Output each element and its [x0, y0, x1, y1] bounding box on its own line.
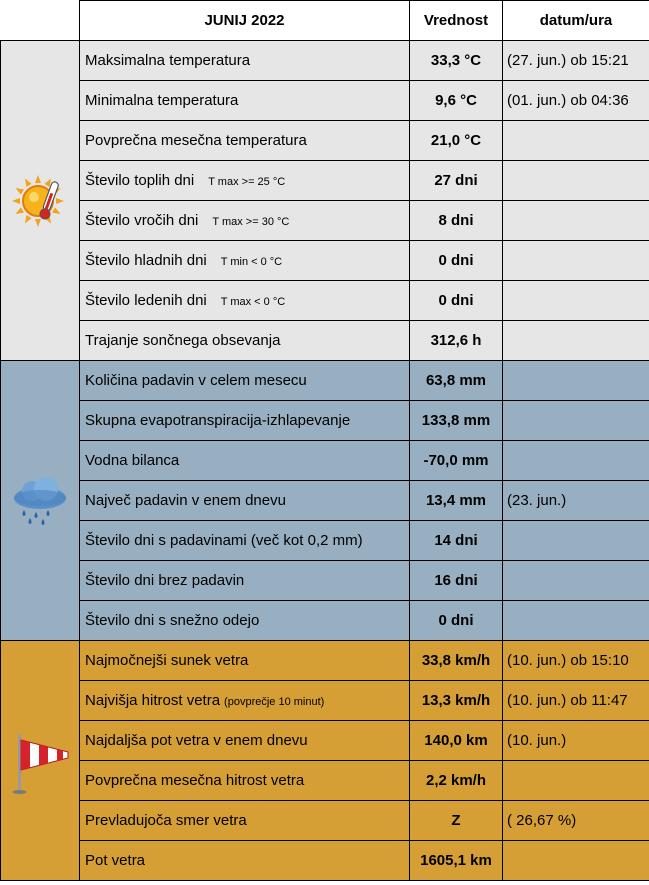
table-row [1, 841, 649, 881]
row-value: 27 dni [410, 161, 503, 201]
row-label-cell [80, 241, 410, 281]
table-row [1, 121, 649, 161]
row-value: 0 dni [410, 281, 503, 321]
row-threshold-note: T max < 0 °C [220, 296, 286, 308]
table-row [1, 521, 649, 561]
row-value: 63,8 mm [410, 361, 503, 401]
row-value: 0 dni [410, 241, 503, 281]
row-label: Skupna evapotranspiracija-izhlapevanje [85, 412, 351, 429]
row-date [503, 161, 649, 201]
table-row [1, 761, 649, 801]
row-value: 312,6 h [410, 321, 503, 361]
row-label: Prevladujoča smer vetra [85, 812, 247, 829]
table-row [1, 441, 649, 481]
table-row [1, 201, 649, 241]
row-label: Število dni s snežno odejo [85, 612, 260, 629]
row-value: 33,8 km/h [410, 641, 503, 681]
row-label: Število ledenih dni [85, 292, 207, 309]
row-label-cell [80, 401, 410, 441]
row-label: Število dni brez padavin [85, 572, 245, 589]
row-label: Pot vetra [85, 852, 146, 869]
row-value: 9,6 °C [410, 81, 503, 121]
row-label: Maksimalna temperatura [85, 52, 251, 69]
row-date [503, 241, 649, 281]
row-label: Največ padavin v enem dnevu [85, 492, 286, 509]
row-date: (10. jun.) ob 11:47 [503, 681, 649, 721]
row-label: Minimalna temperatura [85, 92, 239, 109]
row-threshold-note: T max >= 30 °C [212, 216, 290, 228]
row-label: Najmočnejši sunek vetra [85, 652, 249, 669]
row-value: 13,4 mm [410, 481, 503, 521]
row-date: (23. jun.) [503, 481, 649, 521]
row-label: Povprečna mesečna temperatura [85, 132, 307, 149]
corner-cell [1, 1, 80, 41]
table-row [1, 81, 649, 121]
row-date [503, 281, 649, 321]
row-label-cell [80, 81, 410, 121]
row-date [503, 601, 649, 641]
date-column-header: datum/ura [503, 1, 649, 41]
table-row [1, 161, 649, 201]
table-row [1, 321, 649, 361]
row-label-cell [80, 601, 410, 641]
row-value: 14 dni [410, 521, 503, 561]
row-value: 21,0 °C [410, 121, 503, 161]
row-label-cell [80, 761, 410, 801]
table-row [1, 241, 649, 281]
row-value: 140,0 km [410, 721, 503, 761]
row-value: 1605,1 km [410, 841, 503, 881]
rain-cloud-icon [1, 476, 79, 526]
row-label-cell [80, 841, 410, 881]
row-date: (27. jun.) ob 15:21 [503, 41, 649, 81]
row-label: Najdaljša pot vetra v enem dnevu [85, 732, 308, 749]
row-value: 133,8 mm [410, 401, 503, 441]
row-date [503, 521, 649, 561]
row-label-cell [80, 561, 410, 601]
table-row [1, 721, 649, 761]
row-threshold-note: T min < 0 °C [220, 256, 283, 268]
row-date: (01. jun.) ob 04:36 [503, 81, 649, 121]
table-row [1, 681, 649, 721]
sun-thermometer-icon [1, 173, 79, 229]
row-label-cell [80, 201, 410, 241]
row-label: Najvišja hitrost vetra [85, 692, 221, 709]
windsock-icon [1, 726, 79, 796]
row-value: 2,2 km/h [410, 761, 503, 801]
row-value: -70,0 mm [410, 441, 503, 481]
row-label-cell [80, 121, 410, 161]
row-label: Število toplih dni [85, 172, 195, 189]
row-date [503, 201, 649, 241]
row-label: Povprečna mesečna hitrost vetra [85, 772, 305, 789]
row-date: ( 26,67 %) [503, 801, 649, 841]
row-date [503, 321, 649, 361]
wind-group-icon-cell [1, 641, 80, 881]
row-date [503, 401, 649, 441]
row-label-cell [80, 321, 410, 361]
table-body [1, 41, 649, 881]
row-value: Z [410, 801, 503, 841]
row-label-cell [80, 801, 410, 841]
row-label: Trajanje sončnega obsevanja [85, 332, 281, 349]
table-row [1, 561, 649, 601]
row-label-cell [80, 721, 410, 761]
row-label: Število vročih dni [85, 212, 199, 229]
temperature-group-icon-cell [1, 41, 80, 361]
value-column-header: Vrednost [410, 1, 503, 41]
table-row [1, 401, 649, 441]
row-label-cell [80, 441, 410, 481]
row-label-cell [80, 41, 410, 81]
row-value: 8 dni [410, 201, 503, 241]
row-label: Število dni s padavinami (več kot 0,2 mm) [85, 532, 363, 549]
row-date [503, 441, 649, 481]
row-value: 16 dni [410, 561, 503, 601]
month-header: JUNIJ 2022 [80, 1, 410, 41]
row-label-cell [80, 481, 410, 521]
row-label-cell [80, 641, 410, 681]
row-date [503, 761, 649, 801]
row-label-qualifier: (povprečje 10 minut) [224, 696, 325, 708]
table-row [1, 601, 649, 641]
row-date [503, 121, 649, 161]
row-date: (10. jun.) ob 15:10 [503, 641, 649, 681]
row-label: Količina padavin v celem mesecu [85, 372, 307, 389]
row-label-cell [80, 361, 410, 401]
row-value: 33,3 °C [410, 41, 503, 81]
table-row [1, 361, 649, 401]
table-row [1, 41, 649, 81]
row-label-cell [80, 521, 410, 561]
table-row [1, 281, 649, 321]
row-date: (10. jun.) [503, 721, 649, 761]
table-row [1, 641, 649, 681]
precipitation-group-icon-cell [1, 361, 80, 641]
row-date [503, 561, 649, 601]
row-date [503, 841, 649, 881]
row-label-cell [80, 161, 410, 201]
row-label-cell [80, 681, 410, 721]
row-label-cell [80, 281, 410, 321]
row-label: Vodna bilanca [85, 452, 180, 469]
table-row [1, 801, 649, 841]
row-label: Število hladnih dni [85, 252, 207, 269]
row-value: 13,3 km/h [410, 681, 503, 721]
row-date [503, 361, 649, 401]
row-threshold-note: T max >= 25 °C [208, 176, 286, 188]
row-value: 0 dni [410, 601, 503, 641]
table-row [1, 481, 649, 521]
